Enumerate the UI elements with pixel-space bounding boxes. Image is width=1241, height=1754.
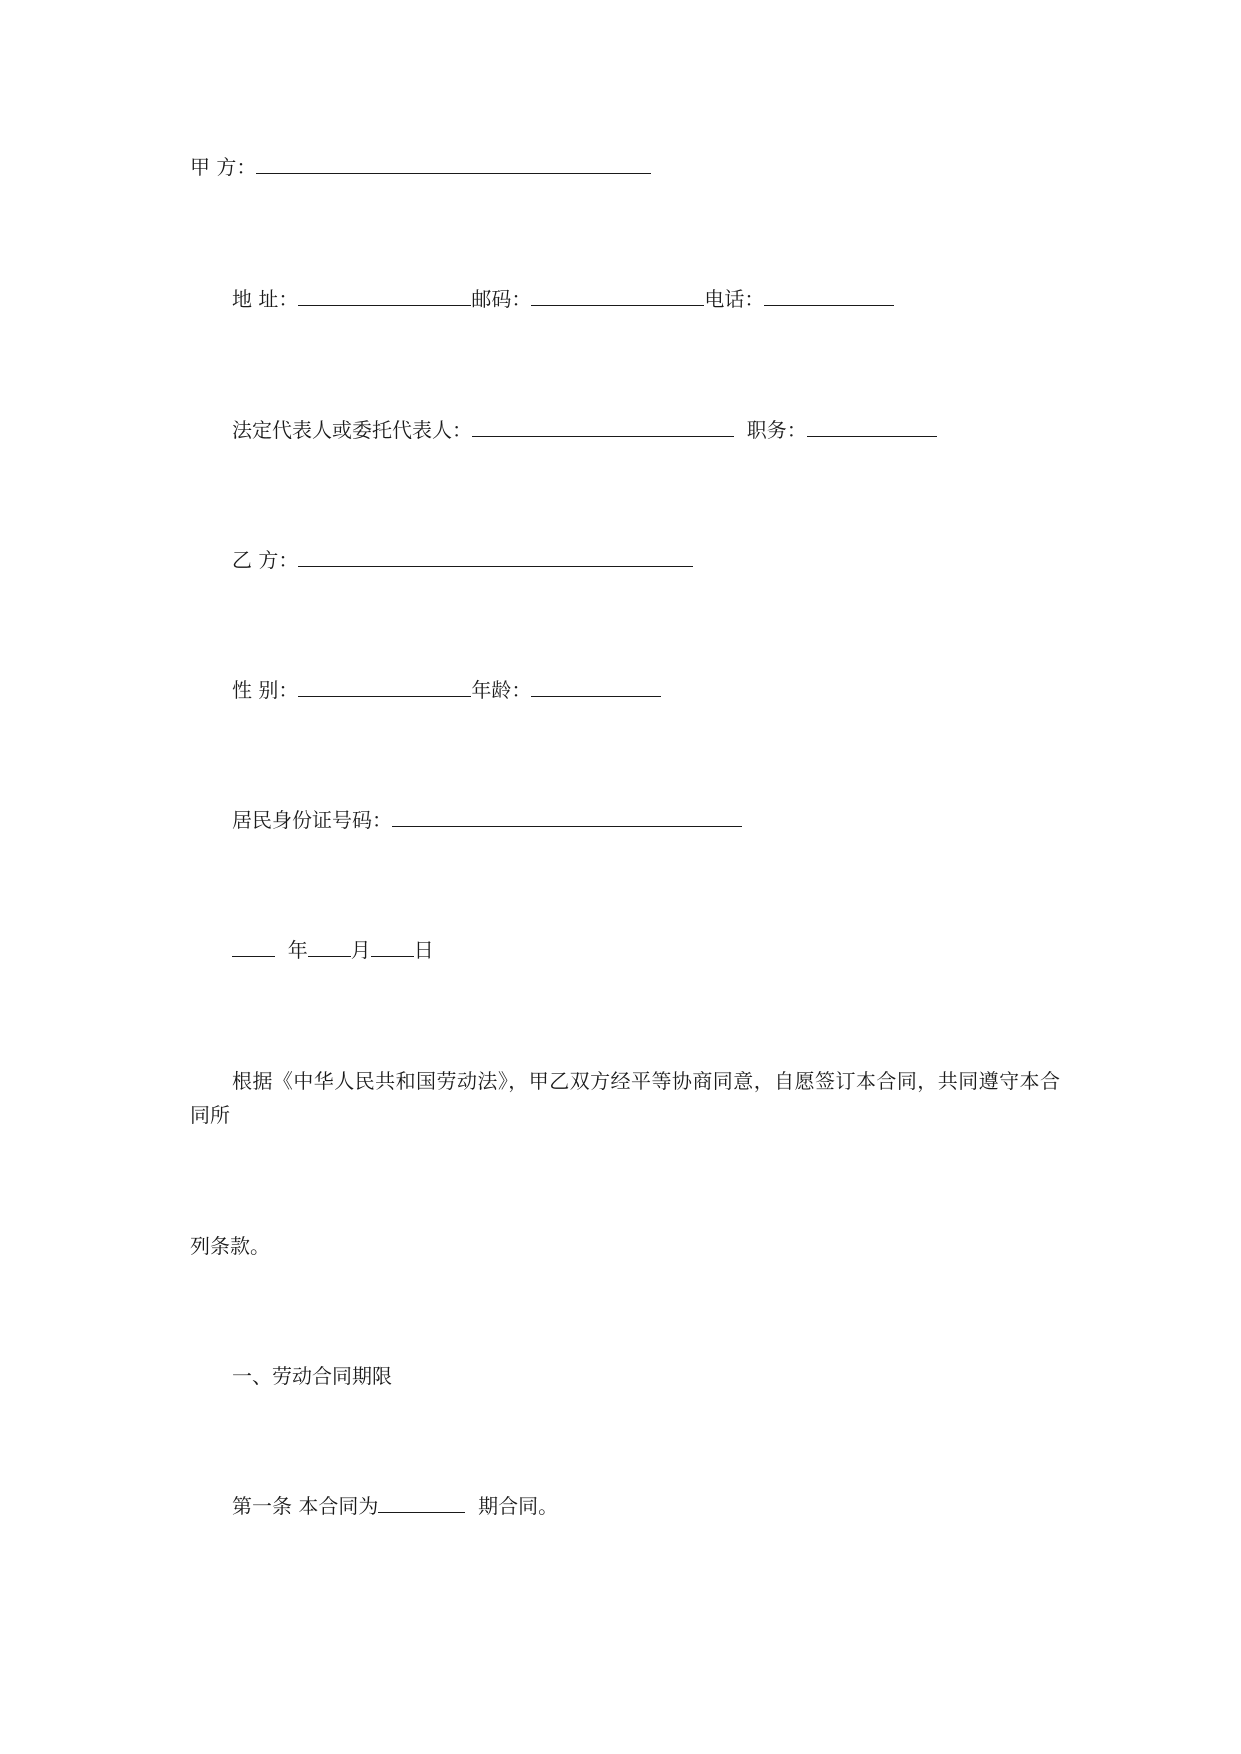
gender-blank[interactable] xyxy=(298,678,471,697)
id-blank[interactable] xyxy=(392,808,742,827)
contract-term-blank[interactable] xyxy=(378,1494,465,1513)
party-b-label: 乙 方： xyxy=(232,548,299,572)
address-blank[interactable] xyxy=(298,287,471,306)
address-label: 地 址： xyxy=(232,287,299,311)
representative-label: 法定代表人或委托代表人： xyxy=(232,418,472,442)
party-a-label: 甲 方： xyxy=(190,155,257,179)
day-label: 日 xyxy=(413,938,434,962)
phone-label: 电话： xyxy=(704,287,765,311)
party-b-blank[interactable] xyxy=(298,548,693,567)
preamble-paragraph: 根据《中华人民共和国劳动法》，甲乙双方经平等协商同意，自愿签订本合同，共同遵守本合同所 xyxy=(190,1069,1060,1127)
id-label: 居民身份证号码： xyxy=(232,808,392,832)
postcode-label: 邮码： xyxy=(471,287,532,311)
representative-row xyxy=(232,417,937,443)
age-label: 年龄： xyxy=(471,678,532,702)
month-label: 月 xyxy=(350,938,371,962)
party-a-blank[interactable] xyxy=(256,155,651,174)
party-a-row xyxy=(190,154,651,180)
phone-blank[interactable] xyxy=(764,287,894,306)
postcode-blank[interactable] xyxy=(531,287,704,306)
year-label: 年 xyxy=(287,938,308,962)
gender-label: 性 别： xyxy=(232,678,299,702)
day-blank[interactable] xyxy=(371,938,414,957)
gender-row xyxy=(232,677,661,703)
preamble-continuation: 列条款。 xyxy=(190,1234,270,1258)
date-row xyxy=(232,937,434,963)
party-b-row xyxy=(232,547,693,573)
article-1-prefix: 第一条 本合同为 xyxy=(232,1494,379,1518)
position-label: 职务： xyxy=(746,418,807,442)
month-blank[interactable] xyxy=(308,938,351,957)
address-row xyxy=(232,286,894,312)
section-1-heading: 一、劳动合同期限 xyxy=(232,1364,392,1388)
representative-blank[interactable] xyxy=(472,418,734,437)
id-row xyxy=(232,807,742,833)
year-blank[interactable] xyxy=(232,938,275,957)
article-1-row xyxy=(232,1493,558,1519)
age-blank[interactable] xyxy=(531,678,661,697)
position-blank[interactable] xyxy=(807,418,937,437)
article-1-suffix: 期合同。 xyxy=(478,1494,559,1518)
